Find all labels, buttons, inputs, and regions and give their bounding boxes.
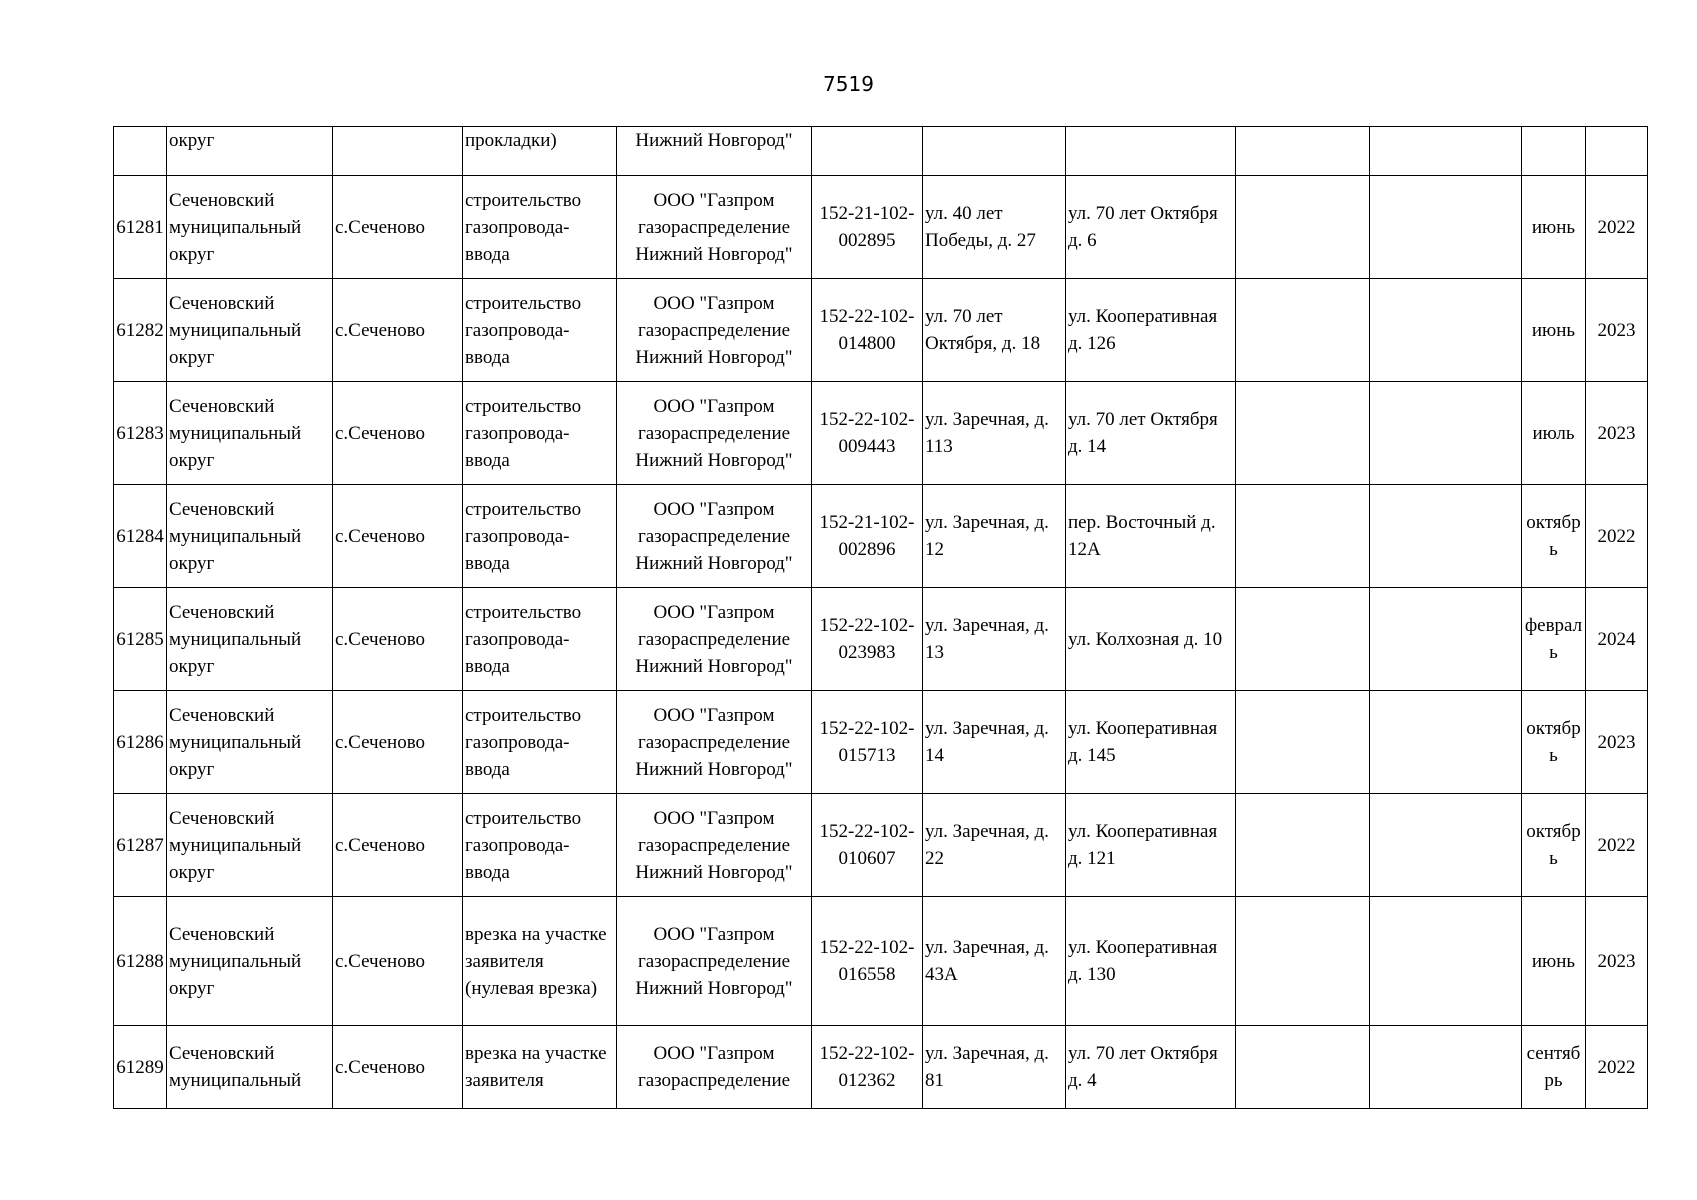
cell-empty-col-9 (1236, 127, 1370, 176)
organization-text: ООО "Газпром газораспределение Нижний Новгород" (635, 395, 793, 471)
cell-empty-col-10 (1370, 588, 1522, 691)
connection-address-text: ул. Кооперативная д. 121 (1068, 821, 1218, 869)
district-text: Сеченовский муниципальный округ (169, 807, 302, 883)
cell-row-number (114, 691, 167, 794)
page-number: 7519 (823, 72, 874, 96)
settlement-text: с.Сеченово (335, 834, 426, 856)
table-row (114, 1026, 1648, 1109)
cell-work-type (463, 897, 617, 1026)
cell-settlement (333, 382, 463, 485)
month-text: июнь (1531, 319, 1576, 341)
row-number-text: 61282 (116, 319, 164, 341)
cell-settlement (333, 279, 463, 382)
cell-district (167, 485, 333, 588)
cell-application-number (812, 691, 923, 794)
cell-district (167, 1026, 333, 1109)
object-address-text: ул. Заречная, д. 113 (925, 409, 1049, 457)
cell-work-type (463, 176, 617, 279)
cell-work-type (463, 691, 617, 794)
month-text: февраль (1524, 615, 1583, 663)
settlement-text: с.Сеченово (335, 731, 426, 753)
cell-work-type (463, 1026, 617, 1109)
district-text: Сеченовский муниципальный округ (169, 704, 302, 780)
row-number-text: 61283 (116, 422, 164, 444)
cell-empty-col-9 (1236, 588, 1370, 691)
table-row (114, 588, 1648, 691)
cell-district (167, 279, 333, 382)
cell-year (1586, 382, 1648, 485)
district-text: Сеченовский муниципальный (169, 1043, 302, 1091)
cell-connection-address (1066, 588, 1236, 691)
cell-month (1522, 691, 1586, 794)
cell-connection-address (1066, 794, 1236, 897)
cell-work-type (463, 588, 617, 691)
table-row (114, 794, 1648, 897)
cell-year (1586, 588, 1648, 691)
year-text: 2023 (1597, 731, 1636, 753)
cell-empty-col-10 (1370, 176, 1522, 279)
cell-organization (617, 485, 812, 588)
work-type-text: врезка на участке заявителя (нулевая врезка) (465, 923, 607, 999)
cell-organization (617, 176, 812, 279)
cell-organization (617, 382, 812, 485)
cell-month (1522, 588, 1586, 691)
cell-district (167, 176, 333, 279)
cell-settlement (333, 485, 463, 588)
month-text: июль (1532, 422, 1575, 444)
cell-year (1586, 794, 1648, 897)
cell-empty-col-9 (1236, 485, 1370, 588)
cell-connection-address (1066, 1026, 1236, 1109)
year-text: 2022 (1597, 1056, 1636, 1078)
cell-connection-address (1066, 382, 1236, 485)
connection-address-text: ул. 70 лет Октября д. 6 (1068, 203, 1218, 251)
organization-text: ООО "Газпром газораспределение Нижний Новгород" (635, 498, 793, 574)
cell-organization (617, 897, 812, 1026)
cell-object-address (923, 897, 1066, 1026)
connection-address-text: пер. Восточный д. 12А (1068, 512, 1216, 560)
cell-row-number (114, 382, 167, 485)
cell-organization (617, 127, 812, 176)
cell-year (1586, 1026, 1648, 1109)
table-row (114, 691, 1648, 794)
cell-object-address (923, 485, 1066, 588)
object-address-text: ул. Заречная, д. 12 (925, 512, 1049, 560)
cell-year (1586, 897, 1648, 1026)
year-text: 2024 (1597, 628, 1636, 650)
cell-empty-col-9 (1236, 176, 1370, 279)
cell-connection-address (1066, 897, 1236, 1026)
row-number-text: 61288 (116, 950, 164, 972)
settlement-text: с.Сеченово (335, 422, 426, 444)
cell-work-type (463, 279, 617, 382)
application-number-text: 152-22-102-015713 (819, 718, 915, 766)
cell-application-number (812, 176, 923, 279)
cell-empty-col-10 (1370, 1026, 1522, 1109)
district-text: Сеченовский муниципальный округ (169, 189, 302, 265)
month-text: июнь (1531, 950, 1576, 972)
cell-organization (617, 1026, 812, 1109)
application-number-text: 152-21-102-002896 (819, 512, 915, 560)
cell-empty-col-9 (1236, 897, 1370, 1026)
settlement-text: с.Сеченово (335, 950, 426, 972)
object-address-text: ул. Заречная, д. 13 (925, 615, 1049, 663)
application-number-text: 152-21-102-002895 (819, 203, 915, 251)
cell-year (1586, 127, 1648, 176)
cell-month (1522, 279, 1586, 382)
year-text: 2023 (1597, 319, 1636, 341)
cell-district (167, 897, 333, 1026)
cell-organization (617, 588, 812, 691)
year-text: 2022 (1597, 216, 1636, 238)
cell-month (1522, 897, 1586, 1026)
table-row (114, 127, 1648, 176)
object-address-text: ул. 70 лет Октября, д. 18 (925, 306, 1041, 354)
row-number-text: 61287 (116, 834, 164, 856)
work-type-text: строительство газопровода-ввода (465, 704, 582, 780)
cell-empty-col-9 (1236, 382, 1370, 485)
district-text: Сеченовский муниципальный округ (169, 923, 302, 999)
month-text: октябрь (1526, 718, 1581, 766)
cell-work-type (463, 794, 617, 897)
application-number-text: 152-22-102-009443 (819, 409, 915, 457)
cell-application-number (812, 588, 923, 691)
table-row (114, 176, 1648, 279)
organization-text: ООО "Газпром газораспределение Нижний Новгород" (635, 189, 793, 265)
settlement-text: с.Сеченово (335, 525, 426, 547)
work-type-text: строительство газопровода-ввода (465, 601, 582, 677)
application-number-text: 152-22-102-010607 (819, 821, 915, 869)
cell-month (1522, 485, 1586, 588)
cell-settlement (333, 176, 463, 279)
cell-object-address (923, 691, 1066, 794)
cell-application-number (812, 794, 923, 897)
cell-organization (617, 279, 812, 382)
cell-application-number (812, 897, 923, 1026)
application-number-text: 152-22-102-023983 (819, 615, 915, 663)
cell-connection-address (1066, 691, 1236, 794)
row-number-text: 61281 (116, 216, 164, 238)
cell-settlement (333, 127, 463, 176)
cell-year (1586, 279, 1648, 382)
cell-district (167, 588, 333, 691)
cell-application-number (812, 382, 923, 485)
cell-month (1522, 127, 1586, 176)
month-text: октябрь (1526, 821, 1581, 869)
month-text: октябрь (1526, 512, 1581, 560)
object-address-text: ул. Заречная, д. 22 (925, 821, 1049, 869)
organization-text: Нижний Новгород" (635, 130, 793, 151)
year-text: 2023 (1597, 422, 1636, 444)
district-text: Сеченовский муниципальный округ (169, 498, 302, 574)
cell-settlement (333, 794, 463, 897)
connection-address-text: ул. Кооперативная д. 130 (1068, 937, 1218, 985)
cell-row-number (114, 485, 167, 588)
cell-object-address (923, 794, 1066, 897)
registry-table (113, 126, 1648, 1109)
cell-settlement (333, 897, 463, 1026)
district-text: Сеченовский муниципальный округ (169, 601, 302, 677)
connection-address-text: ул. Колхозная д. 10 (1068, 628, 1223, 650)
cell-month (1522, 794, 1586, 897)
cell-object-address (923, 382, 1066, 485)
object-address-text: ул. Заречная, д. 81 (925, 1043, 1049, 1091)
settlement-text: с.Сеченово (335, 319, 426, 341)
connection-address-text: ул. Кооперативная д. 145 (1068, 718, 1218, 766)
cell-object-address (923, 176, 1066, 279)
settlement-text: с.Сеченово (335, 216, 426, 238)
cell-organization (617, 794, 812, 897)
cell-empty-col-10 (1370, 382, 1522, 485)
cell-organization (617, 691, 812, 794)
table-row (114, 897, 1648, 1026)
cell-month (1522, 1026, 1586, 1109)
cell-application-number (812, 1026, 923, 1109)
cell-application-number (812, 485, 923, 588)
row-number-text: 61286 (116, 731, 164, 753)
cell-empty-col-10 (1370, 485, 1522, 588)
cell-connection-address (1066, 485, 1236, 588)
settlement-text: с.Сеченово (335, 1056, 426, 1078)
organization-text: ООО "Газпром газораспределение (637, 1043, 791, 1091)
cell-empty-col-10 (1370, 279, 1522, 382)
connection-address-text: ул. 70 лет Октября д. 14 (1068, 409, 1218, 457)
cell-empty-col-9 (1236, 691, 1370, 794)
cell-empty-col-10 (1370, 691, 1522, 794)
cell-month (1522, 176, 1586, 279)
district-text: Сеченовский муниципальный округ (169, 395, 302, 471)
organization-text: ООО "Газпром газораспределение Нижний Новгород" (635, 923, 793, 999)
cell-connection-address (1066, 279, 1236, 382)
cell-settlement (333, 588, 463, 691)
application-number-text: 152-22-102-014800 (819, 306, 915, 354)
organization-text: ООО "Газпром газораспределение Нижний Новгород" (635, 292, 793, 368)
cell-settlement (333, 1026, 463, 1109)
month-text: июнь (1531, 216, 1576, 238)
cell-year (1586, 691, 1648, 794)
cell-empty-col-10 (1370, 127, 1522, 176)
cell-object-address (923, 588, 1066, 691)
work-type-text: прокладки) (465, 130, 557, 151)
district-text: Сеченовский муниципальный округ (169, 292, 302, 368)
organization-text: ООО "Газпром газораспределение Нижний Новгород" (635, 704, 793, 780)
cell-settlement (333, 691, 463, 794)
cell-object-address (923, 127, 1066, 176)
cell-district (167, 382, 333, 485)
cell-empty-col-9 (1236, 1026, 1370, 1109)
object-address-text: ул. Заречная, д. 43А (925, 937, 1049, 985)
row-number-text: 61284 (116, 525, 164, 547)
cell-connection-address (1066, 127, 1236, 176)
cell-empty-col-9 (1236, 794, 1370, 897)
application-number-text: 152-22-102-012362 (819, 1043, 915, 1091)
cell-district (167, 691, 333, 794)
work-type-text: строительство газопровода-ввода (465, 395, 582, 471)
cell-month (1522, 382, 1586, 485)
cell-empty-col-9 (1236, 279, 1370, 382)
settlement-text: с.Сеченово (335, 628, 426, 650)
cell-application-number (812, 279, 923, 382)
cell-work-type (463, 127, 617, 176)
district-text: округ (169, 130, 215, 151)
object-address-text: ул. 40 лет Победы, д. 27 (925, 203, 1036, 251)
cell-work-type (463, 485, 617, 588)
year-text: 2023 (1597, 950, 1636, 972)
cell-work-type (463, 382, 617, 485)
cell-row-number (114, 127, 167, 176)
object-address-text: ул. Заречная, д. 14 (925, 718, 1049, 766)
work-type-text: строительство газопровода-ввода (465, 189, 582, 265)
connection-address-text: ул. 70 лет Октября д. 4 (1068, 1043, 1218, 1091)
work-type-text: строительство газопровода-ввода (465, 807, 582, 883)
cell-connection-address (1066, 176, 1236, 279)
connection-address-text: ул. Кооперативная д. 126 (1068, 306, 1218, 354)
year-text: 2022 (1597, 834, 1636, 856)
cell-object-address (923, 1026, 1066, 1109)
cell-empty-col-10 (1370, 897, 1522, 1026)
table-row (114, 382, 1648, 485)
cell-application-number (812, 127, 923, 176)
table-row (114, 279, 1648, 382)
cell-year (1586, 176, 1648, 279)
row-number-text: 61285 (116, 628, 164, 650)
month-text: сентябрь (1526, 1043, 1581, 1091)
work-type-text: строительство газопровода-ввода (465, 498, 582, 574)
cell-row-number (114, 588, 167, 691)
cell-row-number (114, 1026, 167, 1109)
cell-empty-col-10 (1370, 794, 1522, 897)
cell-year (1586, 485, 1648, 588)
cell-row-number (114, 279, 167, 382)
organization-text: ООО "Газпром газораспределение Нижний Новгород" (635, 601, 793, 677)
work-type-text: строительство газопровода-ввода (465, 292, 582, 368)
work-type-text: врезка на участке заявителя (465, 1043, 607, 1091)
cell-object-address (923, 279, 1066, 382)
organization-text: ООО "Газпром газораспределение Нижний Новгород" (635, 807, 793, 883)
cell-row-number (114, 897, 167, 1026)
cell-row-number (114, 176, 167, 279)
cell-district (167, 127, 333, 176)
table-row (114, 485, 1648, 588)
cell-district (167, 794, 333, 897)
cell-row-number (114, 794, 167, 897)
row-number-text: 61289 (116, 1056, 164, 1078)
application-number-text: 152-22-102-016558 (819, 937, 915, 985)
year-text: 2022 (1597, 525, 1636, 547)
